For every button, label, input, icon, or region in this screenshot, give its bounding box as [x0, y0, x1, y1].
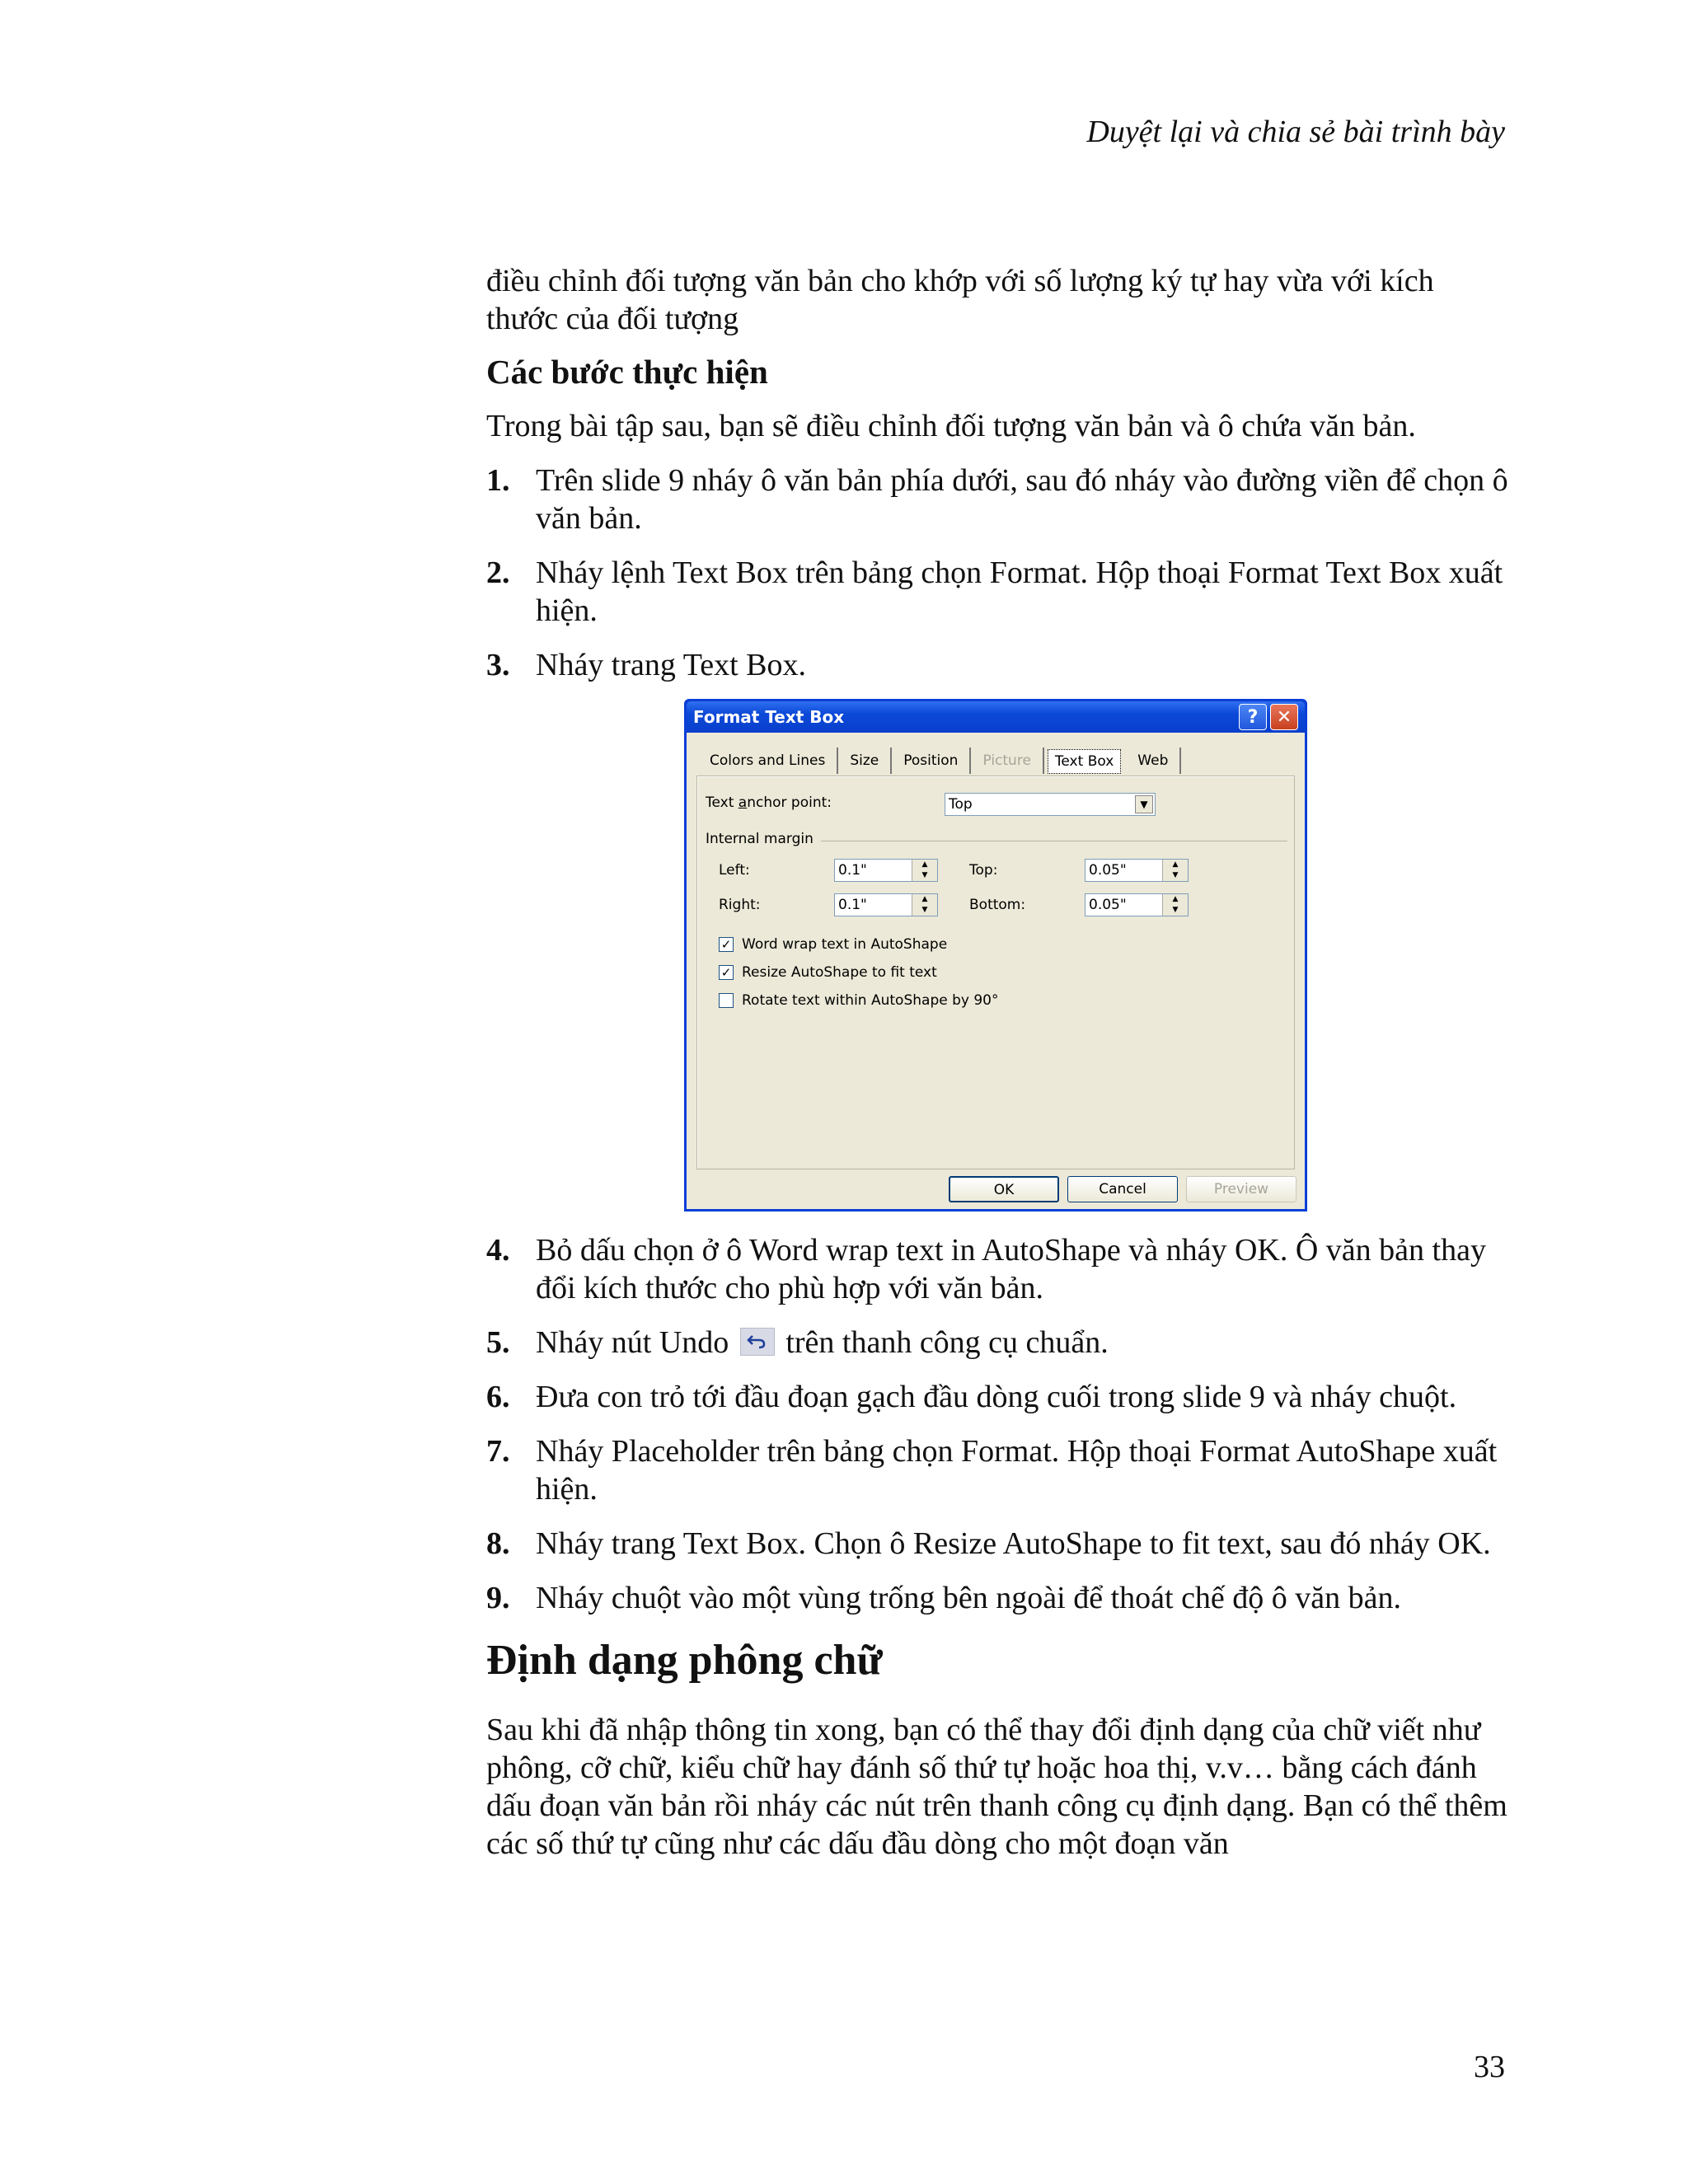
step-number: 2. [486, 555, 510, 590]
step-number: 3. [486, 648, 510, 682]
step-text: Nháy trang Text Box. Chọn ô Resize AutoShape to fit text, sau đó nháy OK. [536, 1526, 1491, 1561]
anchor-point-value: Top [949, 796, 973, 813]
right-margin-value: 0.1" [838, 897, 867, 913]
empty-checkbox-icon [719, 993, 734, 1008]
spinner-icon[interactable]: ▲ ▼ [1162, 894, 1188, 916]
step-number: 1. [486, 463, 510, 498]
word-wrap-checkbox[interactable] [719, 936, 947, 953]
step-item [486, 1324, 1508, 1361]
bottom-margin-value: 0.05" [1089, 897, 1127, 913]
step-item [486, 554, 1508, 630]
step-item [486, 646, 1508, 684]
step-text-pre: Nháy nút Undo [536, 1325, 729, 1360]
step-number: 5. [486, 1325, 510, 1360]
step-text-post: trên thanh công cụ chuẩn. [785, 1325, 1109, 1360]
anchor-point-label: Text anchor point: [706, 794, 832, 811]
spinner-icon[interactable]: ▲ ▼ [912, 860, 937, 881]
steps-heading: Các bước thực hiện [486, 353, 768, 391]
right-margin-label: Right: [719, 897, 761, 913]
step-number: 9. [486, 1581, 510, 1615]
tab-panel [696, 776, 1295, 1169]
step-item [486, 462, 1508, 537]
dialog-body [687, 733, 1305, 1209]
step-item [486, 1432, 1508, 1508]
running-header: Duyệt lại và chia sẻ bài trình bày [1086, 115, 1505, 149]
internal-margin-label: Internal margin [706, 831, 814, 847]
format-text-box-dialog [684, 699, 1307, 1212]
left-margin-label: Left: [719, 862, 750, 879]
left-margin-value: 0.1" [838, 862, 867, 879]
step-text: Bỏ dấu chọn ở ô Word wrap text in AutoShape và nháy OK. Ô văn bản thay đổi kích thước cho phù hợp với văn bản. [536, 1233, 1486, 1305]
step-number: 4. [486, 1233, 510, 1268]
step-text: Trên slide 9 nháy ô văn bản phía dưới, sau đó nháy vào đường viền để chọn ô văn bản. [536, 463, 1508, 536]
step-text: Nháy chuột vào một vùng trống bên ngoài để thoát chế độ ô văn bản. [536, 1581, 1402, 1615]
checkmark-icon: ✓ [719, 965, 734, 980]
spinner-icon[interactable]: ▲ ▼ [1162, 860, 1188, 881]
steps-list-a [486, 462, 1508, 684]
page-content [486, 262, 1508, 1863]
right-margin-input[interactable] [834, 893, 938, 916]
section-heading: Định dạng phông chữ [486, 1637, 883, 1684]
tab-position[interactable]: Position [892, 748, 971, 774]
ok-button[interactable]: OK [949, 1176, 1059, 1202]
spinner-icon[interactable]: ▲ ▼ [912, 894, 937, 916]
step-item [486, 1378, 1508, 1416]
anchor-point-select[interactable] [945, 793, 1156, 816]
tab-size[interactable]: Size [838, 748, 892, 774]
tab-colors-and-lines[interactable]: Colors and Lines [698, 748, 838, 774]
undo-icon [740, 1328, 775, 1356]
dialog-title: Format Text Box [693, 707, 845, 727]
preview-button: Preview [1186, 1176, 1296, 1202]
step-text: Nháy Placeholder trên bảng chọn Format. Hộp thoại Format AutoShape xuất hiện. [536, 1434, 1498, 1507]
left-margin-input[interactable] [834, 859, 938, 882]
top-margin-label: Top: [969, 862, 998, 879]
section-body: Sau khi đã nhập thông tin xong, bạn có thể thay đổi định dạng của chữ viết như phông, cỡ chữ, kiểu chữ hay đánh số thứ tự hoặc hoa thị, v.v… bằng cách đánh dấu đoạn văn bản rồi nháy các nút trên thanh công cụ định dạng. Bạn có thể thêm các số thứ tự cũng như các dấu đầu dòng cho một đoạn văn [486, 1713, 1507, 1861]
tab-text-box[interactable]: Text Box [1048, 749, 1121, 774]
step-text: Nháy trang Text Box. [536, 648, 807, 682]
tab-web[interactable]: Web [1126, 748, 1181, 774]
rotate-text-label: Rotate text within AutoShape by 90° [742, 992, 999, 1009]
dialog-frame [684, 699, 1307, 1212]
top-margin-input[interactable] [1085, 859, 1189, 882]
bottom-margin-input[interactable] [1085, 893, 1189, 916]
resize-autoshape-checkbox[interactable] [719, 964, 937, 981]
step-item [486, 1525, 1508, 1563]
step-number: 8. [486, 1526, 510, 1561]
help-button[interactable]: ? [1239, 704, 1267, 730]
step-text [536, 1324, 1508, 1361]
chevron-down-icon[interactable]: ▼ [1135, 795, 1153, 813]
checkmark-icon: ✓ [719, 937, 734, 952]
word-wrap-label: Word wrap text in AutoShape [742, 936, 948, 953]
steps-list-b [486, 1231, 1508, 1617]
close-button[interactable]: ✕ [1270, 704, 1298, 730]
step-number: 6. [486, 1380, 510, 1414]
rotate-text-checkbox[interactable] [719, 992, 998, 1009]
tab-strip [698, 748, 1181, 774]
dialog-titlebar [687, 701, 1305, 733]
cancel-button[interactable]: Cancel [1067, 1176, 1178, 1202]
step-number: 7. [486, 1434, 510, 1469]
bottom-margin-label: Bottom: [969, 897, 1026, 913]
top-margin-value: 0.05" [1089, 862, 1127, 879]
step-item [486, 1579, 1508, 1617]
lead-paragraph: Trong bài tập sau, bạn sẽ điều chỉnh đối tượng văn bản và ô chứa văn bản. [486, 409, 1416, 443]
intro-paragraph: điều chỉnh đối tượng văn bản cho khớp với số lượng ký tự hay vừa với kích thước của đối tượng [486, 264, 1434, 336]
dialog-buttons [949, 1176, 1296, 1202]
page-number: 33 [1474, 2050, 1505, 2084]
resize-autoshape-label: Resize AutoShape to fit text [742, 964, 937, 981]
step-item [486, 1231, 1508, 1307]
step-text: Đưa con trỏ tới đầu đoạn gạch đầu dòng cuối trong slide 9 và nháy chuột. [536, 1380, 1457, 1414]
step-text: Nháy lệnh Text Box trên bảng chọn Format. Hộp thoại Format Text Box xuất hiện. [536, 555, 1503, 628]
tab-picture: Picture [971, 748, 1043, 774]
